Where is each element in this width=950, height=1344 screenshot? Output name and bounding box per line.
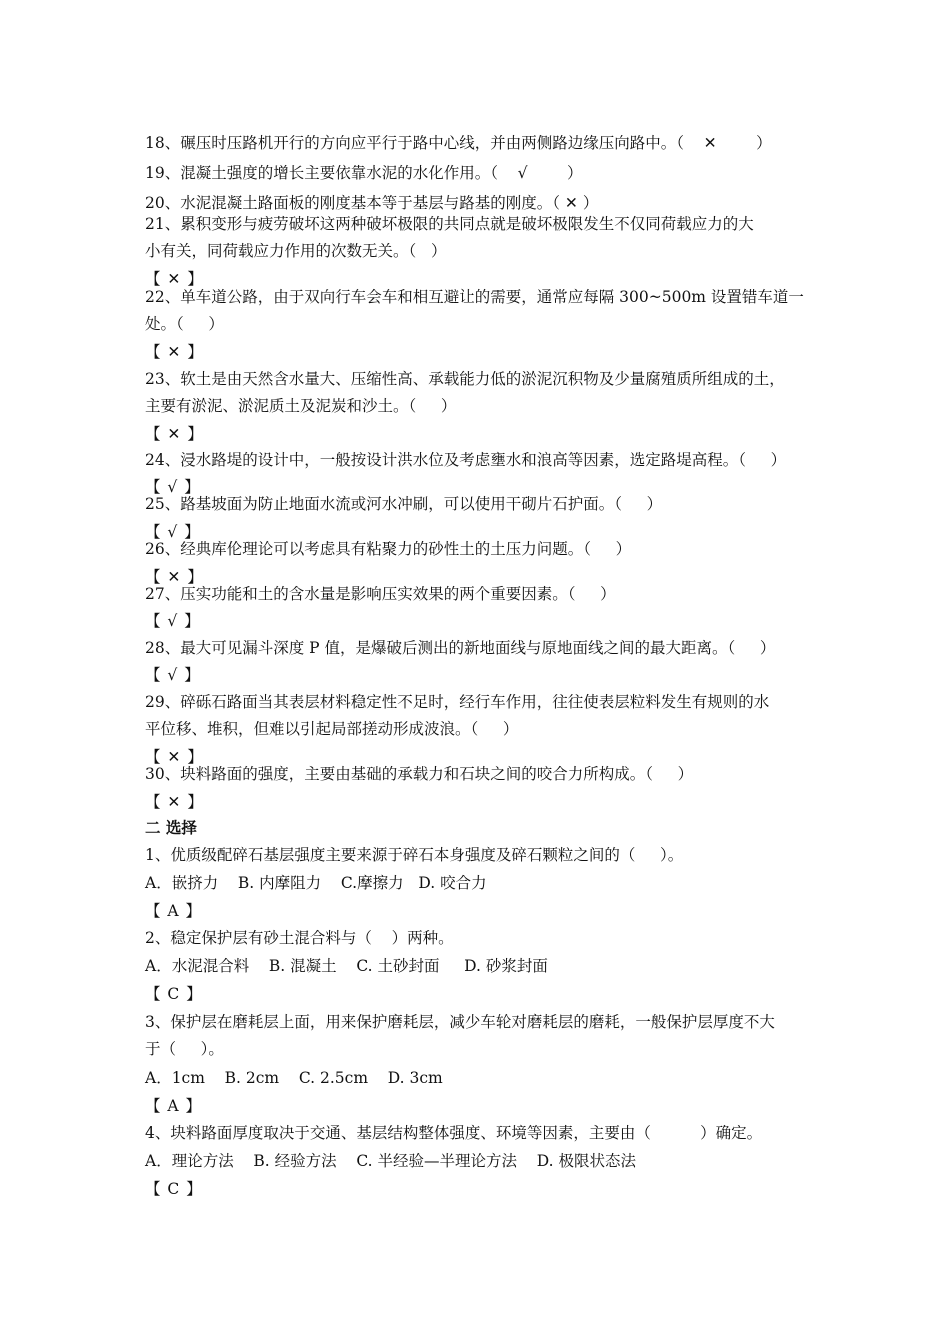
choice-options-1: A．嵌挤力 B. 内摩阻力 C.摩擦力 D. 咬合力: [145, 874, 487, 892]
question-27: 27、压实功能和土的含水量是影响压实效果的两个重要因素。（ ）: [145, 585, 616, 603]
question-20: 20、水泥混凝土路面板的刚度基本等于基层与路基的刚度。（ ✕ ）: [145, 194, 599, 212]
question-19: 19、混凝土强度的增长主要依靠水泥的水化作用。（ √ ）: [145, 164, 583, 182]
answer-25: 【 √ 】: [145, 523, 201, 541]
question-22-line2: 处。（ ）: [145, 315, 224, 333]
question-29-line1: 29、碎砾石路面当其表层材料稳定性不足时，经行车作用，往往使表层粒料发生有规则的水: [145, 693, 770, 711]
choice-question-3-line2: 于（ ）。: [145, 1040, 224, 1058]
question-22-line1: 22、单车道公路，由于双向行车会车和相互避让的需要，通常应每隔 300~500m 设置错车道一: [145, 288, 804, 306]
question-18: 18、碾压时压路机开行的方向应平行于路中心线，并由两侧路边缘压向路中。（ ✕ ）: [145, 134, 772, 152]
choice-question-4: 4、块料路面厚度取决于交通、基层结构整体强度、环境等因素，主要由（ ）确定。: [145, 1124, 763, 1142]
question-24: 24、浸水路堤的设计中，一般按设计洪水位及考虑壅水和浪高等因素，选定路堤高程。（ ）: [145, 451, 787, 469]
choice-answer-2: 【 C 】: [145, 985, 203, 1003]
question-30: 30、块料路面的强度，主要由基础的承载力和石块之间的咬合力所构成。（ ）: [145, 765, 694, 783]
choice-question-3-line1: 3、保护层在磨耗层上面，用来保护磨耗层，减少车轮对磨耗层的磨耗，一般保护层厚度不大: [145, 1013, 775, 1031]
choice-question-1: 1、优质级配碎石基层强度主要来源于碎石本身强度及碎石颗粒之间的（ ）。: [145, 846, 684, 864]
question-23-line2: 主要有淤泥、淤泥质土及泥炭和沙土。（ ）: [145, 397, 457, 415]
answer-26: 【 ✕ 】: [145, 568, 204, 586]
question-21-line2: 小有关，同荷载应力作用的次数无关。（ ）: [145, 242, 447, 260]
answer-28: 【 √ 】: [145, 666, 201, 684]
answer-27: 【 √ 】: [145, 612, 201, 630]
choice-options-2: A．水泥混合料 B. 混凝土 C. 土砂封面 D. 砂浆封面: [145, 957, 548, 975]
question-26: 26、经典库伦理论可以考虑具有粘聚力的砂性土的土压力问题。（ ）: [145, 540, 632, 558]
choice-options-4: A．理论方法 B. 经验方法 C. 半经验—半理论方法 D. 极限状态法: [145, 1152, 636, 1170]
question-29-line2: 平位移、堆积，但难以引起局部搓动形成波浪。（ ）: [145, 720, 519, 738]
answer-29: 【 ✕ 】: [145, 748, 204, 766]
choice-answer-4: 【 C 】: [145, 1180, 203, 1198]
choice-answer-1: 【 A 】: [145, 902, 203, 920]
answer-24: 【 √ 】: [145, 478, 201, 496]
question-21-line1: 21、累积变形与疲劳破坏这两种破坏极限的共同点就是破坏极限发生不仅同荷载应力的大: [145, 215, 754, 233]
answer-23: 【 ✕ 】: [145, 425, 204, 443]
question-23-line1: 23、软土是由天然含水量大、压缩性高、承载能力低的淤泥沉积物及少量腐殖质所组成的土，: [145, 370, 785, 388]
answer-30: 【 ✕ 】: [145, 793, 204, 811]
section-heading-choice: 二 选择: [145, 818, 197, 837]
question-25: 25、路基坡面为防止地面水流或河水冲刷，可以使用干砌片石护面。（ ）: [145, 495, 663, 513]
choice-answer-3: 【 A 】: [145, 1097, 203, 1115]
choice-options-3: A．1cm B. 2cm C. 2.5cm D. 3cm: [145, 1069, 443, 1087]
question-28: 28、最大可见漏斗深度 P 值，是爆破后测出的新地面线与原地面线之间的最大距离。（ ）: [145, 639, 776, 657]
answer-22: 【 ✕ 】: [145, 343, 204, 361]
answer-21: 【 ✕ 】: [145, 270, 204, 288]
choice-question-2: 2、稳定保护层有砂土混合料与（ ）两种。: [145, 929, 454, 947]
